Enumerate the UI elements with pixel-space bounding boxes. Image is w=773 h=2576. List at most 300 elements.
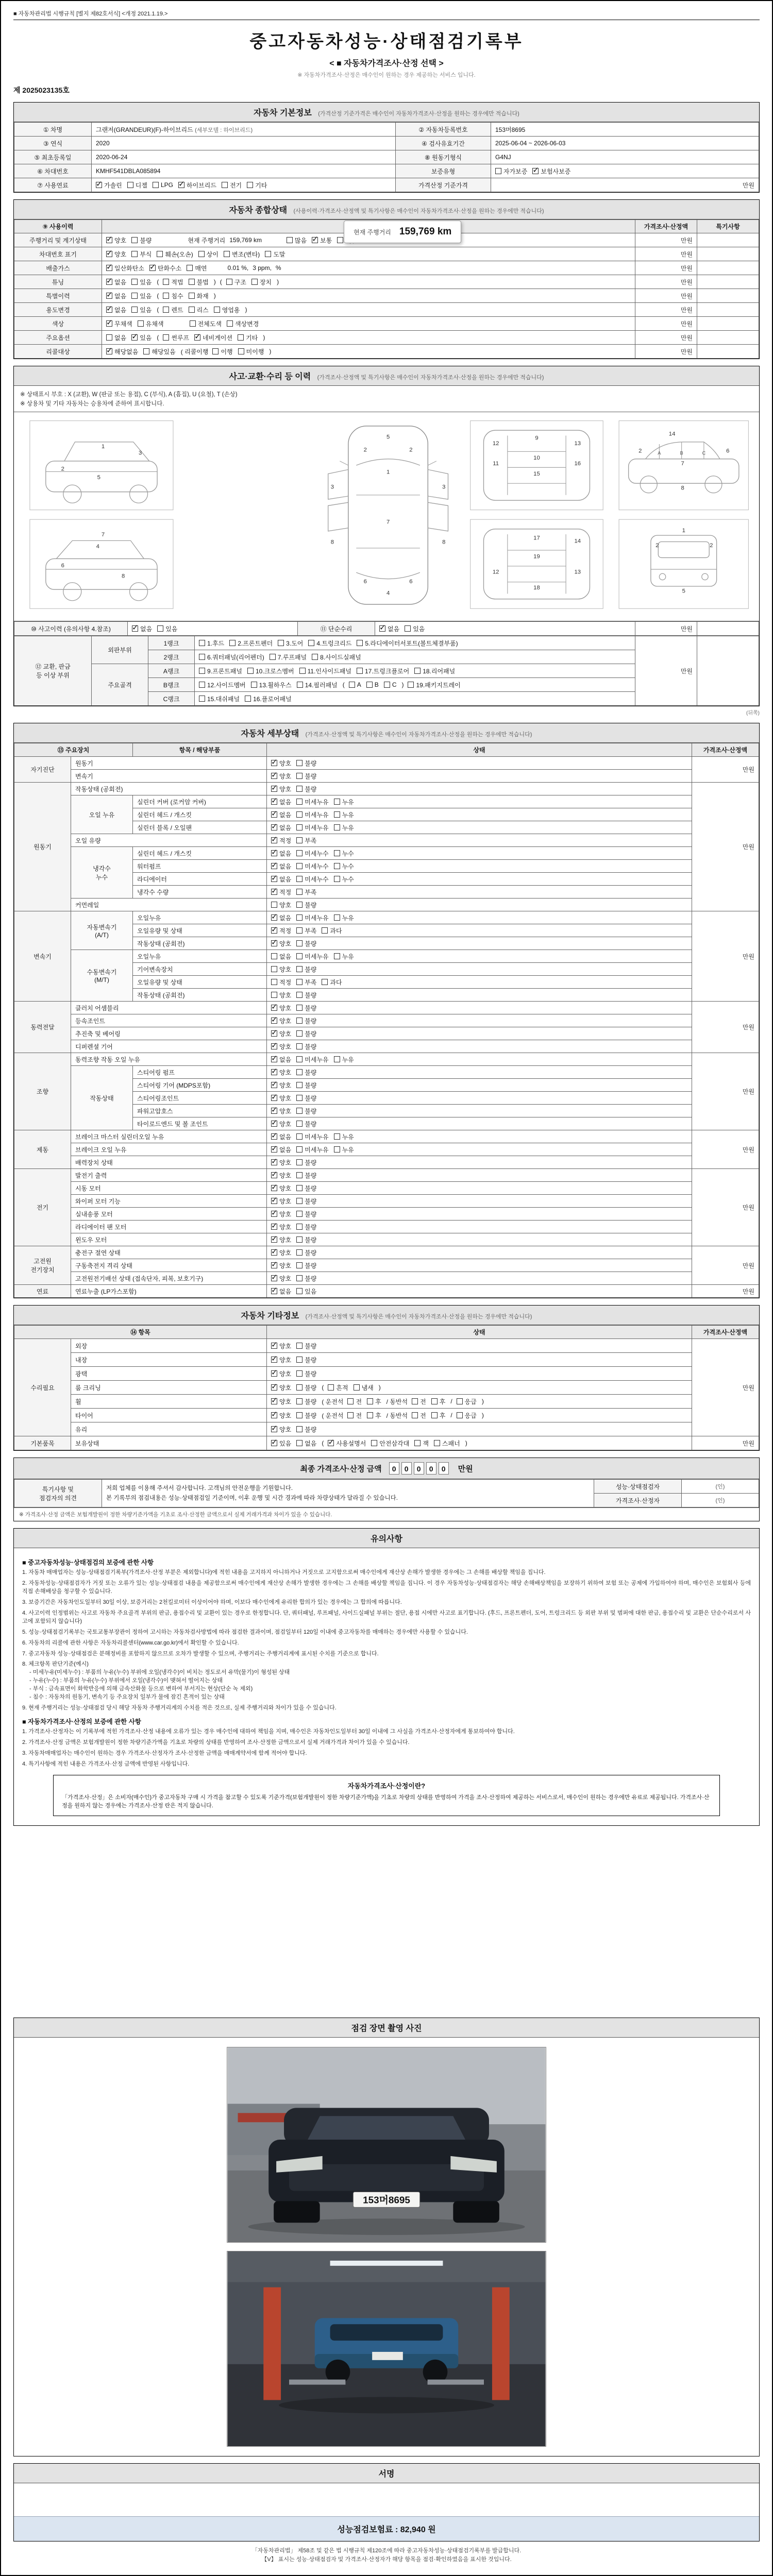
checkbox[interactable] (322, 978, 342, 987)
checkbox[interactable] (296, 1107, 316, 1115)
checkbox[interactable] (296, 1120, 316, 1128)
checkbox[interactable] (308, 639, 351, 648)
checkbox[interactable] (271, 926, 291, 935)
checkbox[interactable] (251, 278, 272, 286)
checkbox[interactable] (271, 1120, 291, 1128)
device-row (14, 1367, 759, 1381)
checkbox[interactable] (296, 1042, 316, 1051)
checkbox[interactable] (271, 1094, 291, 1103)
checkbox[interactable] (328, 1383, 348, 1392)
checkbox[interactable] (296, 1029, 316, 1038)
checkbox-label: 전기 (229, 181, 242, 189)
checkbox[interactable] (271, 965, 291, 974)
checkbox[interactable] (271, 862, 291, 871)
checkbox-label: 불량 (305, 1236, 317, 1244)
checkbox[interactable] (271, 1439, 291, 1448)
checkbox[interactable] (271, 1355, 291, 1364)
checkbox-label: 불량 (305, 1069, 317, 1076)
checkbox[interactable] (357, 667, 409, 675)
checkbox[interactable] (296, 1274, 316, 1283)
checkbox[interactable] (199, 694, 240, 703)
checkbox[interactable] (296, 913, 328, 922)
checkbox-box (271, 850, 277, 856)
checkbox[interactable] (354, 1383, 374, 1392)
checkbox[interactable] (412, 1397, 426, 1406)
checkbox[interactable] (271, 836, 291, 845)
checkbox[interactable] (106, 292, 126, 300)
checkbox-label: 스패너 (442, 1439, 460, 1447)
checkbox[interactable] (296, 785, 316, 793)
checkbox[interactable] (190, 319, 222, 328)
checkbox-label: 양호 (279, 1120, 292, 1128)
checkbox[interactable] (131, 250, 152, 259)
checkbox-label: 기타 (255, 181, 267, 189)
checkbox-box (457, 1398, 463, 1404)
checkbox[interactable] (271, 1042, 291, 1051)
checkbox[interactable] (457, 1411, 477, 1420)
amount-digit: 0 (426, 1462, 436, 1475)
checkbox-box (299, 668, 306, 674)
checkbox[interactable] (106, 319, 132, 328)
section-title: 유의사항 (371, 1535, 402, 1544)
checkbox[interactable] (296, 1223, 316, 1231)
checkbox[interactable] (296, 1287, 316, 1296)
checkbox[interactable] (296, 849, 328, 858)
checkbox[interactable] (296, 965, 316, 974)
checkbox[interactable] (271, 1107, 291, 1115)
checkbox[interactable] (157, 624, 177, 633)
checkbox-label: 14.필러패널 (305, 681, 338, 689)
checkbox[interactable] (349, 681, 361, 688)
checkbox[interactable] (312, 653, 361, 662)
checkbox-box (132, 625, 138, 632)
state-options (271, 1197, 687, 1206)
checkbox-label: 없음 (279, 798, 292, 806)
checkbox-box (296, 889, 303, 895)
checkbox[interactable] (271, 1145, 291, 1154)
checkbox[interactable] (434, 1439, 460, 1448)
diagram-part-number: 13 (574, 569, 581, 575)
checkbox[interactable] (106, 250, 126, 259)
checkbox-label: 없음 (279, 824, 292, 832)
checkbox[interactable] (296, 1068, 316, 1077)
checkbox[interactable] (131, 236, 152, 245)
checkbox[interactable] (106, 306, 126, 314)
checkbox[interactable] (299, 667, 351, 675)
checkbox-label: 불량 (305, 772, 317, 780)
item-name: 연료누출 (LP가스포함) (71, 1285, 267, 1298)
checkbox[interactable] (431, 1397, 446, 1406)
checkbox[interactable] (278, 639, 303, 648)
checkbox[interactable] (271, 1248, 291, 1257)
checkbox[interactable] (96, 181, 122, 190)
checkbox[interactable] (414, 667, 455, 675)
checkbox[interactable] (271, 823, 291, 832)
checkbox-box (296, 876, 303, 882)
device-name: 제동 (14, 1130, 71, 1169)
title-block (13, 20, 760, 80)
checkbox[interactable] (271, 939, 291, 948)
checkbox[interactable] (296, 759, 316, 768)
checkbox[interactable] (296, 1369, 316, 1378)
checkbox[interactable] (149, 264, 181, 273)
checkbox-label: 화재 (196, 292, 209, 300)
checkbox-box (296, 1146, 303, 1153)
checkbox[interactable] (189, 306, 209, 314)
checkbox[interactable] (296, 1081, 316, 1090)
checkbox-label: 양호 (279, 1412, 292, 1419)
checkbox[interactable] (322, 926, 342, 935)
checkbox[interactable] (296, 1411, 316, 1420)
checkbox[interactable] (296, 862, 328, 871)
device-row (14, 795, 759, 808)
checkbox[interactable] (296, 1261, 316, 1270)
checkbox[interactable] (296, 1397, 316, 1406)
state-options (271, 1055, 687, 1064)
checkbox[interactable] (296, 836, 316, 845)
checkbox[interactable] (163, 292, 183, 300)
diagram-part-number: 5 (97, 474, 100, 481)
final-price-note: ※ 가격조사·산정 금액은 보험개발원이 정한 차량기준가액을 기초로 조사·산정한 금액으로서 실제 거래가격과 차이가 있을 수 있습니다. (14, 1507, 759, 1521)
checkbox[interactable] (106, 236, 126, 245)
checkbox[interactable] (271, 1287, 291, 1296)
final-price-unit: 만원 (458, 1464, 473, 1473)
checkbox[interactable] (334, 862, 354, 871)
signature-cell[interactable] (682, 1494, 759, 1507)
checkbox[interactable] (296, 875, 328, 884)
checkbox[interactable] (431, 1411, 446, 1420)
diagram-part-number: 6 (363, 578, 367, 585)
checkbox[interactable] (271, 1342, 291, 1350)
checkbox[interactable] (271, 1223, 291, 1231)
checkbox[interactable] (271, 991, 291, 999)
checkbox[interactable] (296, 991, 316, 999)
checkbox[interactable] (414, 1439, 429, 1448)
checkbox[interactable] (163, 278, 183, 286)
checkbox[interactable] (412, 1411, 426, 1420)
checkbox[interactable] (296, 1342, 316, 1350)
checkbox[interactable] (163, 306, 183, 314)
state-options (495, 167, 754, 176)
checkbox[interactable] (296, 810, 328, 819)
checkbox[interactable] (296, 823, 328, 832)
checkbox[interactable] (106, 278, 126, 286)
checkbox[interactable] (178, 181, 216, 190)
checkbox[interactable] (271, 1004, 291, 1012)
checkbox-box (157, 251, 163, 257)
checkbox[interactable] (271, 1184, 291, 1193)
checkbox[interactable] (271, 1210, 291, 1218)
checkbox[interactable] (238, 333, 258, 342)
checkbox[interactable] (127, 181, 147, 190)
device-row (14, 847, 759, 860)
checkbox[interactable] (199, 639, 224, 648)
checkbox[interactable] (265, 250, 285, 259)
checkbox[interactable] (212, 347, 232, 356)
checkbox[interactable] (271, 1411, 291, 1420)
checkbox-box (163, 293, 169, 299)
checkbox-box (296, 1412, 303, 1418)
checkbox[interactable] (271, 1158, 291, 1167)
checkbox[interactable] (296, 978, 316, 987)
checkbox[interactable] (271, 785, 291, 793)
checkbox[interactable] (271, 1235, 291, 1244)
first-reg-label: ⑤ 최초등록일 (14, 150, 92, 164)
checkbox[interactable] (495, 167, 527, 176)
checkbox[interactable] (384, 681, 397, 688)
checkbox[interactable] (379, 624, 399, 633)
checkbox[interactable] (189, 278, 209, 286)
amount-digit: 0 (389, 1462, 399, 1475)
checkbox-box (296, 902, 303, 908)
state-cell (267, 937, 692, 950)
checkbox[interactable] (271, 901, 291, 909)
checkbox[interactable] (271, 1132, 291, 1141)
checkbox[interactable] (367, 1411, 381, 1420)
checkbox-box (334, 850, 340, 856)
checkbox-label: 구조 (234, 278, 246, 286)
column-header: 항목 / 해당부품 (133, 743, 267, 757)
checkbox[interactable] (106, 264, 144, 273)
state-text: ( (157, 306, 159, 313)
column-header: ⑨ 사용이력 (14, 220, 102, 233)
checkbox[interactable] (189, 292, 209, 300)
checkbox[interactable] (357, 639, 458, 648)
checkbox[interactable] (194, 333, 232, 342)
checkbox[interactable] (334, 1132, 354, 1141)
checkbox[interactable] (271, 1171, 291, 1180)
checkbox[interactable] (334, 875, 354, 884)
checkbox[interactable] (238, 347, 264, 356)
checkbox-label: 양호 (279, 1069, 292, 1076)
checkbox[interactable] (199, 681, 246, 689)
checkbox[interactable] (271, 888, 291, 896)
checkbox[interactable] (296, 1425, 316, 1434)
checkbox-box (271, 773, 277, 779)
device-name: 원동기 (14, 783, 71, 911)
checkbox[interactable] (334, 823, 354, 832)
state-options (271, 1029, 687, 1038)
checkbox[interactable] (106, 347, 138, 356)
price-unit: 만원 (680, 250, 693, 258)
checkbox[interactable] (271, 1197, 291, 1206)
checkbox-box (106, 237, 112, 243)
checkbox-label: 누유 (342, 1146, 354, 1154)
checkbox[interactable] (157, 250, 193, 259)
checkbox[interactable] (271, 810, 291, 819)
checkbox[interactable] (270, 653, 307, 662)
checkbox-box (271, 876, 277, 882)
checkbox[interactable] (296, 952, 328, 961)
checkbox[interactable] (296, 888, 316, 896)
checkbox[interactable] (334, 1145, 354, 1154)
checkbox[interactable] (334, 798, 354, 806)
checkbox-label: 누수 (342, 875, 354, 883)
checkbox[interactable] (296, 1158, 316, 1167)
state-cell (267, 1367, 692, 1381)
checkbox[interactable] (271, 1369, 291, 1378)
checkbox[interactable] (366, 681, 379, 688)
checkbox[interactable] (457, 1397, 477, 1406)
checkbox[interactable] (163, 333, 189, 342)
checkbox[interactable] (271, 1068, 291, 1077)
checkbox[interactable] (367, 1397, 381, 1406)
checkbox[interactable] (371, 1439, 409, 1448)
state-cell (267, 1040, 692, 1053)
checkbox[interactable] (153, 181, 173, 189)
checkbox[interactable] (334, 1055, 354, 1064)
checkbox-label: 누유 (342, 1133, 354, 1141)
item-name: 충전구 절연 상태 (71, 1246, 267, 1259)
checkbox[interactable] (187, 264, 207, 273)
checkbox[interactable] (271, 759, 291, 768)
checkbox[interactable] (334, 849, 354, 858)
state-options (379, 624, 631, 633)
checkbox[interactable] (199, 667, 242, 675)
checkbox[interactable] (271, 1397, 291, 1406)
checkbox[interactable] (131, 333, 152, 342)
checkbox[interactable] (131, 306, 152, 314)
checkbox[interactable] (271, 1274, 291, 1283)
checkbox[interactable] (271, 1055, 291, 1064)
checkbox[interactable] (334, 810, 354, 819)
checkbox[interactable] (271, 1029, 291, 1038)
price-cell (692, 783, 759, 911)
checkbox[interactable] (271, 772, 291, 781)
checkbox[interactable] (334, 952, 354, 961)
checkbox[interactable] (296, 901, 316, 909)
checkbox[interactable] (328, 1439, 366, 1448)
checkbox[interactable] (226, 278, 246, 286)
column-header: ⑭ 항목 (14, 1326, 267, 1339)
notice-item: 1. 자동차 매매업자는 성능·상태점검기록부(가격조사·산정 부분은 제외합니다)에 적힌 내용을 고지하지 아니하거나 거짓으로 고지함으로써 매수인에게 재산상 손해가 발생한 경우에는 그 손해를 배상할 책임을 집니다. (22, 1569, 546, 1575)
checkbox[interactable] (214, 306, 240, 314)
signature-area[interactable] (14, 2483, 759, 2516)
checkbox-box (297, 682, 303, 688)
checkbox[interactable] (143, 347, 175, 356)
price-survey-info-box (53, 1775, 720, 1816)
state-text: ( (220, 278, 222, 285)
checkbox[interactable] (251, 681, 292, 689)
checkbox[interactable] (312, 236, 332, 245)
checkbox[interactable] (296, 1184, 316, 1193)
checkbox-label: 18.리어패널 (423, 667, 456, 675)
checkbox[interactable] (405, 624, 425, 633)
checkbox[interactable] (334, 913, 354, 922)
checkbox[interactable] (296, 1145, 328, 1154)
checkbox-label: 적정 (279, 888, 292, 896)
checkbox-label: 후 (439, 1412, 446, 1419)
checkbox[interactable] (271, 875, 291, 884)
state-options (271, 810, 687, 819)
checkbox[interactable] (296, 1004, 316, 1012)
checkbox[interactable] (227, 319, 259, 328)
checkbox-box (138, 320, 144, 327)
state-options (271, 1184, 687, 1193)
checkbox[interactable] (271, 798, 291, 806)
checkbox[interactable] (296, 1210, 316, 1218)
rank-label: 2랭크 (148, 650, 195, 664)
checkbox[interactable] (271, 1081, 291, 1090)
diagram-part-number: 8 (330, 539, 334, 546)
accident-history-table (14, 621, 759, 636)
checkbox[interactable] (224, 250, 260, 259)
checkbox[interactable] (296, 1439, 316, 1448)
checkbox[interactable] (271, 1016, 291, 1025)
checkbox[interactable] (247, 181, 267, 190)
checkbox[interactable] (296, 1132, 328, 1141)
checkbox[interactable] (138, 319, 164, 328)
checkbox[interactable] (296, 772, 316, 781)
checkbox[interactable] (296, 1197, 316, 1206)
checkbox[interactable] (222, 181, 242, 190)
checkbox[interactable] (296, 1248, 316, 1257)
checkbox[interactable] (296, 1235, 316, 1244)
checkbox[interactable] (347, 1411, 362, 1420)
diagram-part-number: 8 (442, 539, 446, 546)
etc-info-table (14, 1325, 759, 1450)
state-cell (267, 1246, 692, 1259)
state-text: ( 운전석 (322, 1398, 344, 1405)
checkbox[interactable] (296, 939, 316, 948)
checkbox[interactable] (271, 1425, 291, 1434)
checkbox[interactable] (271, 849, 291, 858)
checkbox[interactable] (271, 913, 291, 922)
checkbox[interactable] (296, 926, 316, 935)
checkbox-box (296, 1211, 303, 1217)
checkbox[interactable] (296, 1355, 316, 1364)
basic-info-table (14, 122, 759, 192)
checkbox[interactable] (271, 952, 291, 961)
checkbox[interactable] (229, 639, 273, 648)
checkbox-box (187, 265, 193, 271)
history-label: 주요옵션 (14, 331, 102, 345)
checkbox[interactable] (271, 978, 291, 987)
checkbox[interactable] (296, 1055, 328, 1064)
checkbox[interactable] (408, 681, 460, 689)
checkbox[interactable] (245, 694, 292, 703)
checkbox[interactable] (106, 333, 126, 342)
checkbox[interactable] (132, 624, 152, 633)
checkbox[interactable] (347, 1397, 362, 1406)
checkbox[interactable] (287, 236, 307, 245)
checkbox[interactable] (532, 167, 570, 176)
checkbox[interactable] (271, 1261, 291, 1270)
checkbox[interactable] (198, 250, 219, 259)
diagram-part-number: 6 (61, 562, 64, 569)
checkbox[interactable] (199, 653, 264, 662)
checkbox-label: 양호 (279, 940, 292, 947)
checkbox-box (238, 334, 244, 341)
checkbox[interactable] (296, 1094, 316, 1103)
checkbox[interactable] (296, 1383, 316, 1392)
state-options (271, 1094, 687, 1103)
first-reg-value: 2020-06-24 (92, 150, 396, 164)
checkbox[interactable] (247, 667, 294, 675)
checkbox[interactable] (131, 278, 152, 286)
section-basic-info (13, 102, 760, 193)
checkbox[interactable] (296, 798, 328, 806)
checkbox-box (271, 1056, 277, 1062)
signature-cell[interactable] (682, 1480, 759, 1494)
checkbox[interactable] (296, 1016, 316, 1025)
checkbox[interactable] (297, 681, 338, 689)
checkbox[interactable] (271, 1383, 291, 1392)
checkbox[interactable] (131, 292, 152, 300)
checkbox-box (296, 1357, 303, 1363)
checkbox[interactable] (296, 1171, 316, 1180)
device-row (14, 1014, 759, 1027)
